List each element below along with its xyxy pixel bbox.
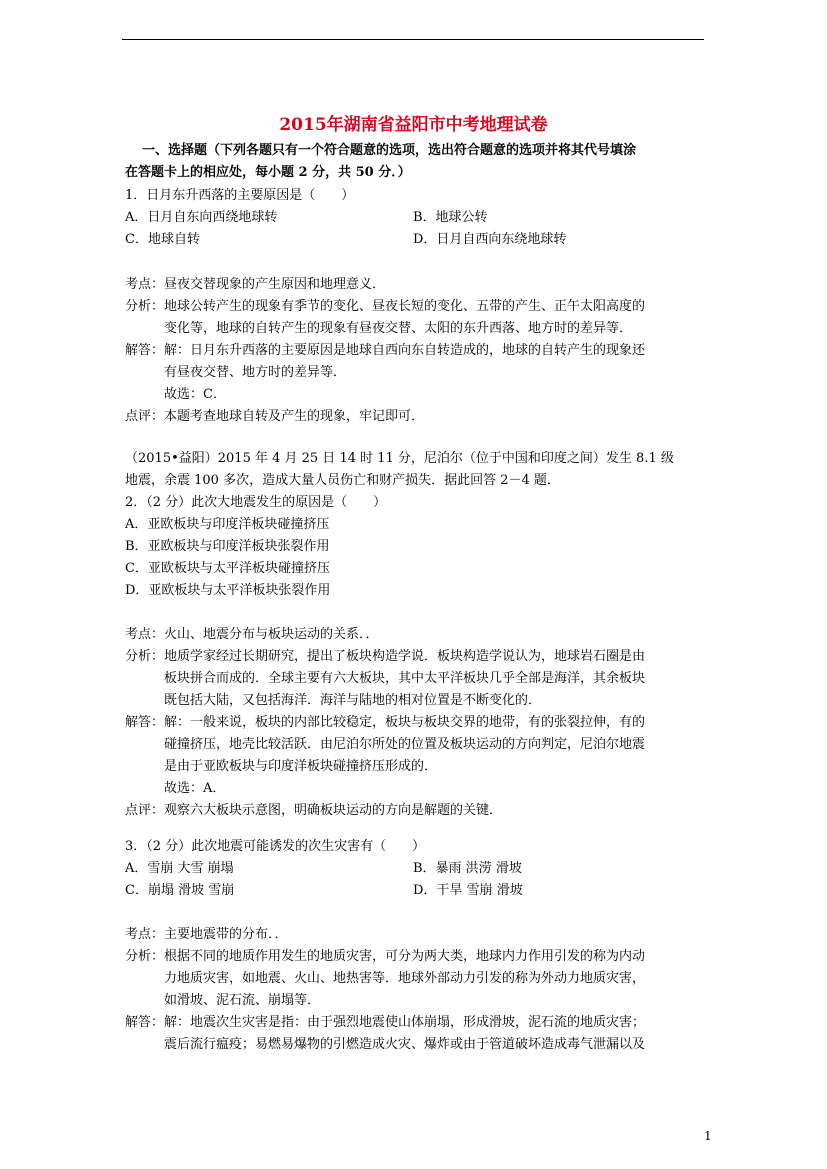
q2-kaodian: 考点：火山、地震分布与板块运动的关系．．	[125, 627, 379, 642]
q2-option-d: D．亚欧板块与太平洋板块张裂作用	[125, 583, 331, 598]
q3-fenxi-line-3: 如滑坡、泥石流、崩塌等．	[164, 993, 321, 1008]
q1-jieda-line-2: 有昼夜交替、地方时的差异等．	[164, 365, 347, 380]
section-heading-line-1: 一、选择题（下列各题只有一个符合题意的选项，选出符合题意的选项并将其代号填涂	[142, 143, 637, 158]
q3-fenxi-line-2: 力地质灾害，如地震、火山、地热害等．地球外部动力引发的称为外动力地质灾害，	[164, 971, 646, 986]
q1-fenxi-line-2: 变化等，地球的自转产生的现象有昼夜交替、太阳的东升西落、地方时的差异等．	[164, 321, 633, 336]
intro-line-2: 地震，余震 100 多次，造成大量人员伤亡和财产损失．据此回答 2－4 题．	[125, 473, 560, 488]
q1-jieda-line-1: 解答：解：日月东升西落的主要原因是地球自西向东自转造成的，地球的自转产生的现象还	[125, 343, 646, 358]
q3-kaodian: 考点：主要地震带的分布．．	[125, 927, 288, 942]
q1-option-d: D．日月自西向东绕地球转	[413, 232, 567, 247]
q2-jieda-line-2: 碰撞挤压，地壳比较活跃．由尼泊尔所处的位置及板块运动的方向判定，尼泊尔地震	[164, 737, 646, 752]
q1-fenxi-line-1: 分析：地球公转产生的现象有季节的变化、昼夜长短的变化、五带的产生、正午太阳高度的	[125, 299, 646, 314]
q3-fenxi-line-1: 分析：根据不同的地质作用发生的地质灾害，可分为两大类，地球内力作用引发的称为内动	[125, 949, 646, 964]
q2-fenxi-line-1: 分析：地质学家经过长期研究，提出了板块构造学说．板块构造学说认为，地球岩石圈是由	[125, 649, 646, 664]
q1-stem: 1．日月东升西落的主要原因是（ ）	[125, 188, 355, 203]
q2-dianping: 点评：观察六大板块示意图，明确板块运动的方向是解题的关键．	[125, 803, 503, 818]
q3-option-b: B．暴雨 洪涝 滑坡	[413, 861, 522, 876]
q1-dianping: 点评：本题考查地球自转及产生的现象，牢记即可．	[125, 409, 425, 424]
q1-option-c: C．地球自转	[125, 232, 200, 247]
q2-option-c: C．亚欧板块与太平洋板块碰撞挤压	[125, 561, 330, 576]
q2-jieda-line-3: 是由于亚欧板块与印度洋板块碰撞挤压形成的．	[164, 759, 438, 774]
q2-option-b: B．亚欧板块与印度洋板块张裂作用	[125, 539, 330, 554]
q3-stem: 3．（2 分）此次地震可能诱发的次生灾害有（ ）	[125, 839, 426, 854]
q3-jieda-line-2: 震后流行瘟疫；易燃易爆物的引燃造成火灾、爆炸或由于管道破坏造成毒气泄漏以及	[164, 1037, 646, 1052]
q2-fenxi-line-2: 板块拼合而成的．全球主要有六大板块，其中太平洋板块几乎全部是海洋，其余板块	[164, 671, 646, 686]
q1-answer: 故选：C．	[164, 387, 226, 402]
q1-option-a: A．日月自东向西绕地球转	[125, 210, 278, 225]
q2-answer: 故选：A．	[164, 781, 226, 796]
q3-option-c: C．崩塌 滑坡 雪崩	[125, 883, 235, 898]
section-heading-line-2: 在答题卡上的相应处，每小题 2 分，共 50 分．）	[125, 165, 411, 180]
header-rule	[122, 39, 704, 40]
q2-jieda-line-1: 解答：解：一般来说，板块的内部比较稳定，板块与板块交界的地带，有的张裂拉伸，有的	[125, 715, 646, 730]
q3-jieda-line-1: 解答：解：地震次生灾害是指：由于强烈地震使山体崩塌，形成滑坡，泥石流的地质灾害；	[125, 1015, 646, 1030]
q3-option-d: D．干旱 雪崩 滑坡	[413, 883, 523, 898]
q1-option-b: B．地球公转	[413, 210, 488, 225]
q2-option-a: A．亚欧板块与印度洋板块碰撞挤压	[125, 517, 330, 532]
page-number: 1	[704, 1129, 712, 1143]
intro-line-1: （2015•益阳）2015 年 4 月 25 日 14 时 11 分，尼泊尔（位于中国和印度之间）发生 8.1 级	[125, 451, 674, 466]
page-title: 2015年湖南省益阳市中考地理试卷	[279, 115, 548, 135]
q1-kaodian: 考点：昼夜交替现象的产生原因和地理意义．	[125, 277, 386, 292]
q2-fenxi-line-3: 既包括大陆，又包括海洋．海洋与陆地的相对位置是不断变化的．	[164, 693, 542, 708]
q3-option-a: A．雪崩 大雪 崩塌	[125, 861, 234, 876]
q2-stem: 2．（2 分）此次大地震发生的原因是（ ）	[125, 495, 387, 510]
